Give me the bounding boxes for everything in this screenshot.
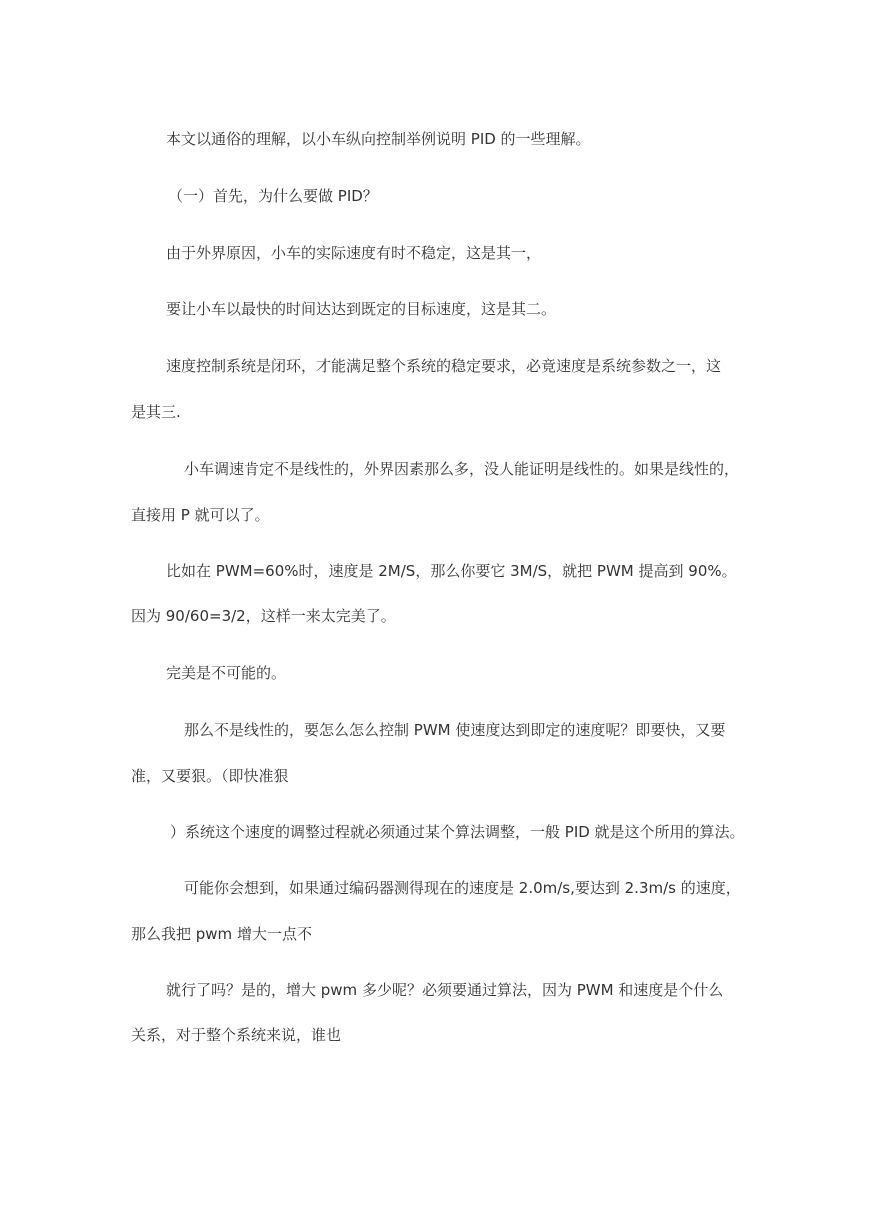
paragraph-line: 要让小车以最快的时间达达到既定的目标速度，这是其二。	[166, 300, 557, 318]
paragraph-line: 准，又要狠。（即快准狠	[131, 767, 289, 785]
paragraph-line: 本文以通俗的理解，以小车纵向控制举例说明 PID 的一些理解。	[166, 130, 591, 148]
paragraph-line: 是其三.	[131, 403, 181, 421]
paragraph-line: 因为 90/60=3/2，这样一来太完美了。	[131, 607, 396, 625]
paragraph-line: 那么不是线性的，要怎么怎么控制 PWM 使速度达到即定的速度呢？即要快，又要	[184, 721, 726, 739]
section-heading: （一）首先，为什么要做 PID？	[168, 187, 378, 205]
paragraph-line: 由于外界原因，小车的实际速度有时不稳定，这是其一，	[166, 244, 542, 262]
paragraph-line: ）系统这个速度的调整过程就必须通过某个算法调整，一般 PID 就是这个所用的算法。	[170, 823, 745, 841]
paragraph-line: 直接用 P 就可以了。	[131, 506, 270, 524]
paragraph-line: 关系，对于整个系统来说，谁也	[131, 1026, 342, 1044]
paragraph-line: 那么我把 pwm 增大一点不	[131, 925, 312, 943]
paragraph-line: 速度控制系统是闭环，才能满足整个系统的稳定要求，必竟速度是系统参数之一，这	[166, 357, 722, 375]
paragraph-line: 比如在 PWM=60%时，速度是 2M/S，那么你要它 3M/S，就把 PWM 提高到 90%。	[166, 562, 737, 580]
paragraph-line: 完美是不可能的。	[166, 664, 287, 682]
paragraph-line: 就行了吗？是的，增大 pwm 多少呢？必须要通过算法，因为 PWM 和速度是个什么	[166, 981, 724, 999]
paragraph-line: 小车调速肯定不是线性的，外界因素那么多，没人能证明是线性的。如果是线性的，	[184, 460, 740, 478]
paragraph-line: 可能你会想到，如果通过编码器测得现在的速度是 2.0m/s,要达到 2.3m/s 的速度，	[184, 879, 741, 897]
